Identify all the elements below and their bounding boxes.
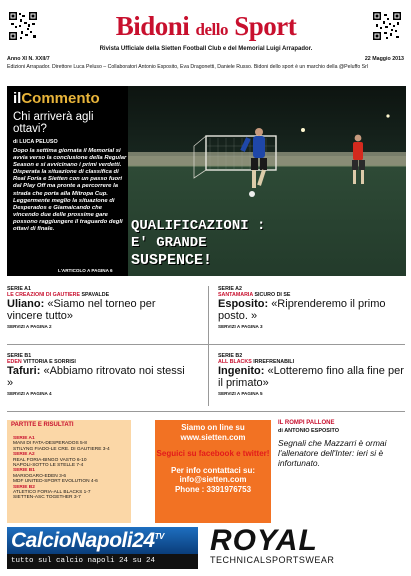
commento-footer: L'ARTICOLO A PAGINA 6 (58, 268, 113, 273)
qr-code-left (8, 11, 38, 41)
qr-code-right (372, 11, 402, 41)
royal-banner[interactable] (210, 524, 406, 569)
article-page-ref: SERVIZI A PAGINA 5 (218, 391, 263, 396)
horizontal-divider (7, 411, 405, 412)
result-row: REAL FORIA-BINGO VASTO 6-10 (13, 457, 87, 463)
masthead-title: Bidoni dello Sport (115, 11, 297, 41)
cover-headline: QUALIFICAZIONI : E' GRANDE SUSPENCE! (131, 218, 266, 269)
social-link[interactable]: Seguici su facebook e twitter! (156, 449, 270, 459)
rompi-title: IL ROMPI PALLONE (278, 420, 335, 426)
result-row: SIETTEN-ASC TOGETHER 3-7 (13, 495, 81, 501)
article-title: Ingenito: «Lotteremo fino alla fine per il primato» (218, 365, 404, 389)
results-box: PARTITE E RISULTATI SERIE A1 MANI DI FATA-DESPERADOS 5-8 STILYNG FIADO-LE CRE. DI GAUTIERE 3-4 SERIE A2 REAL FORIA-BINGO VASTO 6-10 NAPOLI-SOTTO LE STELLE 7-4 SERIE B1 MARIOGARO-EDEN 3-6 MDF UNITED-SPORT EVOLUTION 4-6 SERIE B2 ATLETICO FORIA-ALL BLACKS 1-7 SIETTEN-ASC TOGETHER 3-7 (7, 420, 131, 523)
royal-logo: ROYAL (210, 524, 318, 557)
result-row: NAPOLI-SOTTO LE STELLE 7-4 (13, 463, 84, 469)
article-page-ref: SERVIZI A PAGINA 4 (7, 391, 52, 396)
calcionapoli24-banner[interactable] (7, 527, 198, 569)
masthead (65, 12, 347, 53)
article-title: Uliano: «Siamo nel torneo per vincere tutto» (7, 298, 156, 322)
commento-question: Chi arriverà agli ottavi? (13, 111, 94, 135)
contact-box: Siamo on line su www.sietten.com Seguici su facebook e twitter! Per info contattaci su: info@sietten.com Phone : 3391976753 (155, 420, 271, 523)
article-page-ref: SERVIZI A PAGINA 3 (218, 324, 263, 329)
commento-box (7, 86, 128, 276)
commento-body: Dopo la settima giornata il Memorial si avvia verso la conclusione della Regular Season e si avvicinano i primi verdetti. Disperata la situazione di classifica di Real Foria e Sietten con un passo fuori dal Play Off ma pronte a percorrere la strada che porta alla Mitropa Cup. Leggermente meglio la situazione di Desperados e Giamaicando che vincendo due delle prossime gare possono raggiungere il traguardo degli ottavi di finale. (13, 148, 127, 233)
rompi-text: Segnali che Mazzarri è ormai l'allenatore dell'Inter: ieri si è infortunato. (278, 438, 387, 468)
issue-date: 22 Maggio 2013 (364, 56, 404, 62)
article-serie-b1[interactable]: SERIE B1 EDEN VITTORIA E SORRISI Tafuri: «Abbiamo ritrovato noi stessi » SERVIZI A PAGINA 4 (7, 353, 193, 396)
article-serie-a2[interactable]: SERIE A2 SANTAMARIA SICURO DI SE Esposito: «Riprenderemo il primo posto. » SERVIZI A PAGINA 3 (218, 286, 404, 329)
credits-line: Edizioni Arrapador. Direttore Luca Peluso – Collaboratori Antonio Esposito, Eva Dragonetti, Daniele Russo. Bidoni dello sport è un marchio della @Peluffo Srl (7, 64, 369, 70)
horizontal-divider (7, 344, 405, 345)
result-row: ATLETICO FORIA-ALL BLACKS 1-7 (13, 490, 91, 496)
article-title: Tafuri: «Abbiamo ritrovato noi stessi » (7, 365, 185, 389)
commento-byline: di LUCA PELUSO (13, 139, 58, 145)
calcionapoli24-tagline: tutto sul calcio napoli 24 su 24 (11, 557, 156, 565)
website-link[interactable]: www.sietten.com (180, 432, 246, 442)
email-link[interactable]: info@sietten.com (179, 475, 247, 485)
vertical-divider (208, 286, 209, 406)
result-row: MARIOGARO-EDEN 3-6 (13, 473, 67, 479)
rompi-pallone-box (278, 420, 404, 523)
result-row: STILYNG FIADO-LE CRE. DI GAUTIERE 3-4 (13, 446, 110, 452)
article-title: Esposito: «Riprenderemo il primo posto. » (218, 298, 386, 322)
commento-label: ilCommento (13, 90, 100, 107)
calcionapoli24-logo: $CalcioNapoli24^{TV}$ (11, 529, 164, 552)
article-serie-b2[interactable]: SERIE B2 ALL BLACKS IRREFRENABILI Ingenito: «Lotteremo fino alla fine per il primato» SERVIZI A PAGINA 5 (218, 353, 404, 396)
result-row: MANI DI FATA-DESPERADOS 5-8 (13, 441, 87, 447)
royal-tagline: TECHNICALSPORTSWEAR (210, 555, 335, 565)
phone-number: Phone : 3391976753 (174, 484, 252, 494)
issue-number: Anno XI N. XXII/7 (7, 56, 50, 62)
issue-line (7, 56, 404, 62)
article-serie-a1[interactable]: SERIE A1 LE CREAZIONI DI GAUTIERE SPAVALDE Uliano: «Siamo nel torneo per vincere tutto» SERVIZI A PAGINA 2 (7, 286, 193, 329)
rompi-byline: di ANTONIO ESPOSITO (278, 428, 340, 434)
result-row: MDF UNITED-SPORT EVOLUTION 4-6 (13, 479, 98, 485)
article-kicker: SERIE A1 (7, 286, 31, 292)
football (249, 191, 255, 197)
results-title: PARTITE E RISULTATI (11, 422, 74, 428)
masthead-subtitle: Rivista Ufficiale della Sietten Football Club e del Memorial Luigi Arrapador. (99, 46, 313, 52)
article-page-ref: SERVIZI A PAGINA 2 (7, 324, 52, 329)
